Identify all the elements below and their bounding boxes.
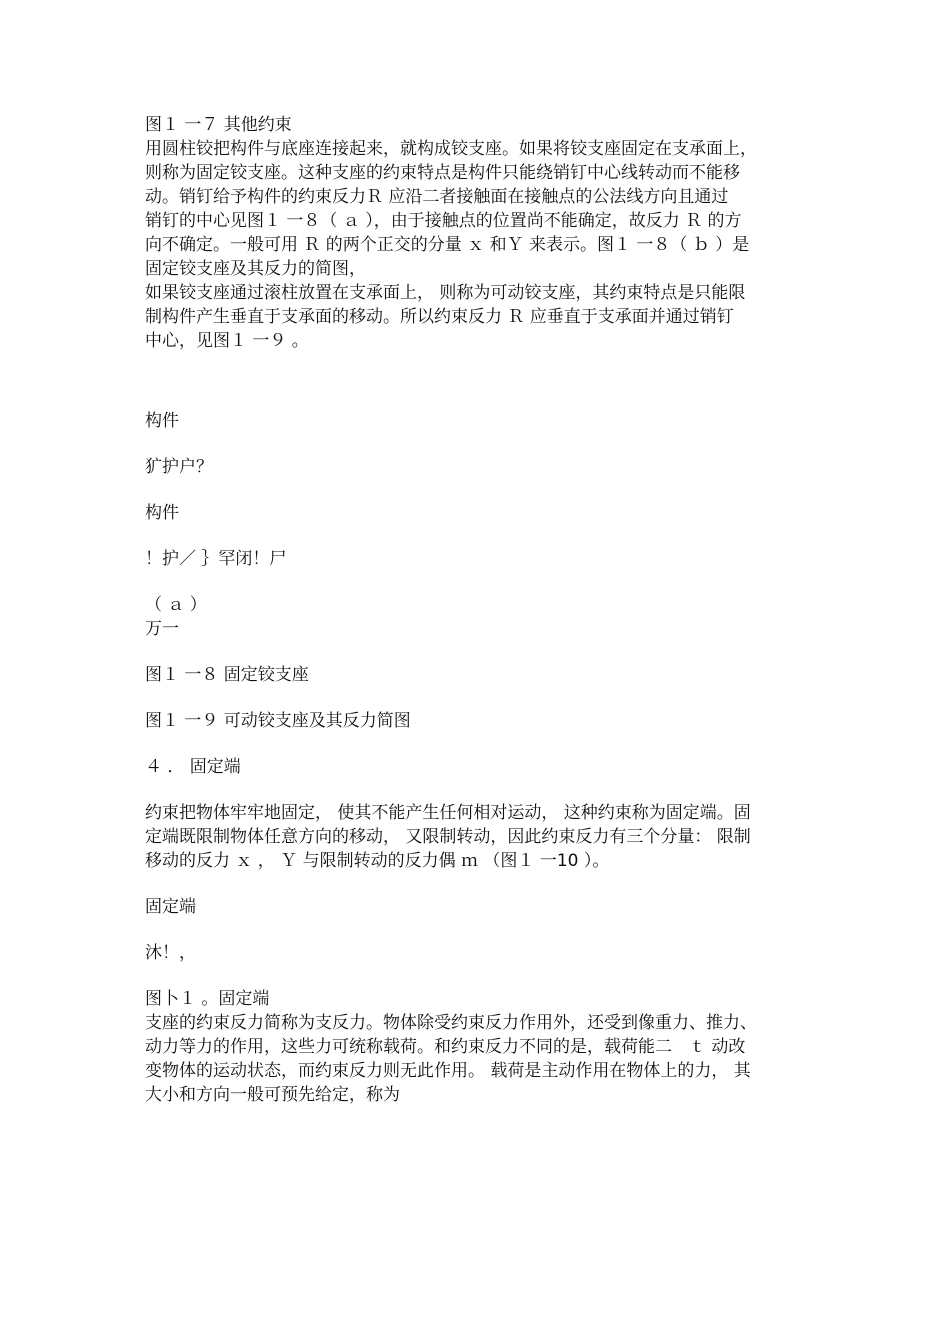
figure-caption-1-7: 图１ 一７ 其他约束 [145,115,292,135]
paragraph-loads [145,1011,815,1107]
paragraph-line: 定端既限制物体任意方向的移动， 又限制转动，因此约束反力有三个分量： 限制 [145,827,751,847]
section-heading-fixed-end: ４ ． 固定端 [145,757,241,777]
paragraph-line: 支座的约束反力简称为支反力。物体除受约束反力作用外，还受到像重力、推力、 [145,1013,757,1033]
document-page [145,113,815,1107]
paragraph-line: 制构件产生垂直于支承面的移动。所以约束反力 Ｒ 应垂直于支承面并通过销钉 [145,307,734,327]
figure-label-component: 构件 [145,503,179,523]
figure-label-a: （ ａ ） [145,595,207,615]
figure-caption-1-9: 图１ 一９ 可动铰支座及其反力简图 [145,711,411,731]
paragraph-line: 中心，见图１ 一９ 。 [145,331,309,351]
figure-caption-1-8: 图１ 一８ 固定铰支座 [145,665,309,685]
figure-ocr-text: ！护／ ｝罕闭！尸 [145,549,287,569]
paragraph-movable-hinge [145,281,815,353]
figure-ocr-text: 沐！， [145,943,196,963]
paragraph-fixed-hinge [145,137,815,281]
paragraph-line: 动。销钉给予构件的约束反力Ｒ 应沿二者接触面在接触点的公法线方向且通过 [145,187,729,207]
paragraph-line: 向不确定。一般可用 Ｒ 的两个正交的分量 ｘ 和Ｙ 来表示。图１ 一８（ ｂ ）是 [145,235,750,255]
paragraph-line: 用圆柱铰把构件与底座连接起来，就构成铰支座。如果将铰支座固定在支承面上， [145,139,757,159]
paragraph-line: 变物体的运动状态，而约束反力则无此作用。 载荷是主动作用在物体上的力， 其 [145,1061,751,1081]
paragraph-line: 如果铰支座通过滚柱放置在支承面上， 则称为可动铰支座，其约束特点是只能限 [145,283,746,303]
figure-caption-1-10: 图卜１ 。固定端 [145,989,270,1009]
paragraph-line: 固定铰支座及其反力的简图， [145,259,366,279]
paragraph-line: 动力等力的作用，这些力可统称载荷。和约束反力不同的是，载荷能二 ｔ 动改 [145,1037,746,1057]
figure-label-fixed-end: 固定端 [145,897,196,917]
paragraph-line: 销钉的中心见图１ 一８（ ａ ），由于接触点的位置尚不能确定，故反力 Ｒ 的方 [145,211,742,231]
paragraph-line: 移动的反力 ｘ ， Ｙ 与限制转动的反力偶 ｍ （图１ 一10 ）。 [145,851,610,871]
paragraph-fixed-end [145,801,815,873]
paragraph-line: 则称为固定铰支座。这种支座的约束特点是构件只能绕销钉中心线转动而不能移 [145,163,740,183]
figure-label-component: 构件 [145,411,179,431]
paragraph-line: 大小和方向一般可预先给定，称为 [145,1085,400,1105]
paragraph-line: 约束把物体牢牢地固定， 使其不能产生任何相对运动， 这种约束称为固定端。固 [145,803,751,823]
figure-ocr-text: 万一 [145,619,179,639]
figure-ocr-text: 犷护户？ [145,457,213,477]
